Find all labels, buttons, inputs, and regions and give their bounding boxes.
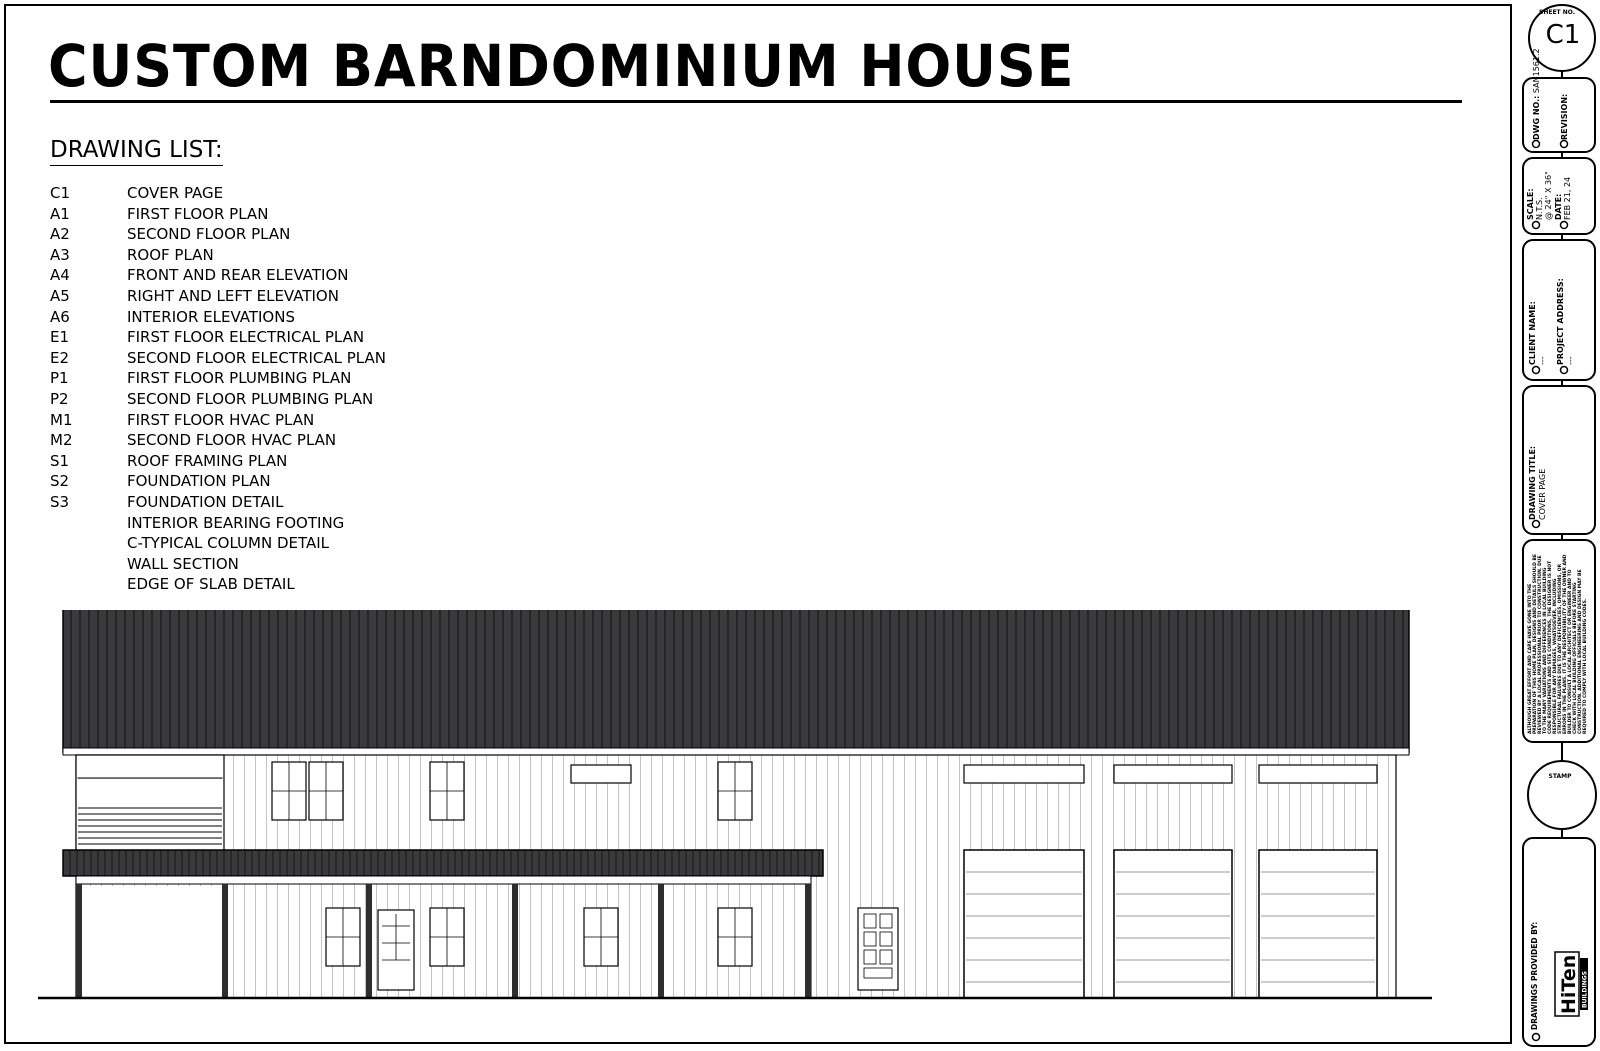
drawing-title-value: COVER PAGE (1538, 468, 1547, 520)
revision-label: REVISION: (1560, 93, 1569, 140)
drawing-list-item (50, 348, 386, 369)
client-name-label: CLIENT NAME: (1528, 301, 1537, 365)
dwg-no-value: SAN1561.2 (1532, 48, 1541, 94)
drawing-list-item (50, 492, 386, 513)
drawing-list-item (50, 410, 386, 431)
drawing-description: FIRST FLOOR PLAN (127, 204, 269, 223)
drawing-code: S3 (50, 492, 70, 511)
title-block-frame (1522, 0, 1600, 1051)
svg-text:HiTen: HiTen (1558, 954, 1580, 1014)
drawing-code: S1 (50, 451, 70, 470)
drawing-list-item (50, 204, 386, 225)
scale-value: N.T.S. (1535, 197, 1544, 220)
drawing-description: RIGHT AND LEFT ELEVATION (127, 286, 339, 305)
drawing-description: INTERIOR BEARING FOOTING (127, 513, 345, 532)
front-elevation-drawing (36, 610, 1476, 1030)
drawing-list-item (50, 224, 386, 245)
drawing-code: E2 (50, 348, 70, 367)
drawing-list-item (50, 471, 386, 492)
page-title: CUSTOM BARNDOMINIUM HOUSE (48, 32, 1075, 100)
drawing-list-item (50, 327, 386, 348)
drawing-code (50, 533, 127, 554)
client-name-value: --- (1538, 356, 1547, 365)
disclaimer-note: ALTHOUGH GREAT EFFORT AND CARE HAVE GONE INTO THE PREPARATION OF THIS HOME PLAN, DESIGNS AND DETAILS SHOULD BE REVIEWED BY A LOCAL PROFESSIONAL PRIOR TO CONSTRUCTION. DUE TO THE MANY VARIATIONS AND DIFFERENCES IN LOCAL BUILDING CODE REQUIREMENTS AND SITE CONDITIONS, THE DESIGNER IS NOT RESPONSIBLE FOR ANY DAMAGES, WHATSOEVER, INCLUDING STRUCTURAL FAILURES DUE TO ANY DEFICIENCIES, OMISSIONS, OR ERRORS IN THE PLANS. IT IS THE RESPONSIBILITY OF THE OWNER AND BUILDER TO CONSULT A LOCAL ARCHITECT OR ENGINEER AND TO CHECK WITH LOCAL BUILDING OFFICIALS BEFORE STARTING CONSTRUCTION. ADDITIONAL ENGINEERING AND DESIGN MAY BE REQUIRED TO COMPLY WITH LOCAL BUILDING CODES. (1528, 554, 1588, 734)
sheet-no-value: C1 (1545, 20, 1581, 50)
drawing-code: A6 (50, 307, 70, 326)
drawing-list-item (50, 265, 386, 286)
drawing-description: SECOND FLOOR ELECTRICAL PLAN (127, 348, 386, 367)
drawings-provided-by-label: DRAWINGS PROVIDED BY: (1530, 921, 1539, 1030)
drawing-code: A2 (50, 225, 70, 244)
drawing-list-item (50, 183, 386, 204)
drawing-code: A3 (50, 245, 70, 264)
drawing-list-item (50, 554, 386, 575)
drawing-description: INTERIOR ELEVATIONS (127, 307, 295, 326)
drawing-description: SECOND FLOOR PLUMBING PLAN (127, 389, 374, 408)
title-underline (50, 100, 1462, 103)
drawing-code: S2 (50, 472, 70, 491)
drawing-code: A5 (50, 286, 70, 305)
drawing-code (50, 574, 127, 595)
drawing-list-item (50, 389, 386, 410)
drawing-description: SECOND FLOOR HVAC PLAN (127, 431, 337, 450)
drawing-description: C-TYPICAL COLUMN DETAIL (127, 534, 330, 553)
drawing-code: A1 (50, 204, 70, 223)
hiten-buildings-logo (1553, 948, 1591, 1020)
drawing-description: FIRST FLOOR HVAC PLAN (127, 410, 315, 429)
drawing-list-item (50, 245, 386, 266)
drawing-description: FRONT AND REAR ELEVATION (127, 266, 349, 285)
drawing-description: SECOND FLOOR PLAN (127, 225, 291, 244)
drawing-code: M1 (50, 410, 73, 429)
drawing-list (50, 183, 386, 595)
drawing-list-item (50, 574, 386, 595)
drawing-code: M2 (50, 431, 73, 450)
drawing-list-item (50, 307, 386, 328)
drawing-list-item (50, 430, 386, 451)
svg-text:BUILDINGS: BUILDINGS (1581, 971, 1589, 1008)
drawing-title-label: DRAWING TITLE: (1528, 445, 1537, 520)
drawing-list-item (50, 286, 386, 307)
drawing-description: FOUNDATION DETAIL (127, 492, 284, 511)
date-label: DATE: (1554, 193, 1563, 220)
drawing-description: FIRST FLOOR PLUMBING PLAN (127, 369, 352, 388)
drawing-description: FOUNDATION PLAN (127, 472, 271, 491)
drawing-code: A4 (50, 266, 70, 285)
main-roof (63, 610, 1409, 752)
scale-size: @ 24" X 36" (1544, 171, 1553, 220)
drawing-description: ROOF PLAN (127, 245, 214, 264)
drawing-list-item (50, 368, 386, 389)
drawing-list-heading: DRAWING LIST: (50, 136, 223, 166)
drawing-code: P2 (50, 389, 69, 408)
drawing-description: WALL SECTION (127, 554, 239, 573)
drawing-description: COVER PAGE (127, 184, 224, 202)
stamp-label: STAMP (1548, 773, 1572, 780)
drawing-description: FIRST FLOOR ELECTRICAL PLAN (127, 328, 365, 347)
drawing-code: C1 (50, 184, 71, 202)
drawing-description: EDGE OF SLAB DETAIL (127, 575, 295, 594)
drawing-description: ROOF FRAMING PLAN (127, 451, 288, 470)
dwg-no-label: DWG NO.: (1532, 95, 1541, 140)
drawing-list-item (50, 533, 386, 554)
drawing-code (50, 513, 127, 534)
drawing-code: E1 (50, 328, 70, 347)
drawing-list-item (50, 513, 386, 534)
project-address-value: --- (1566, 356, 1575, 365)
drawing-list-item (50, 451, 386, 472)
project-address-label: PROJECT ADDRESS: (1556, 278, 1565, 365)
date-value: FEB 21, 24 (1563, 176, 1572, 220)
scale-label: SCALE: (1526, 188, 1535, 220)
sheet-no-label: SHEET NO. (1539, 9, 1575, 16)
drawing-code: P1 (50, 369, 69, 388)
drawing-code (50, 554, 127, 575)
porch-roof (63, 850, 823, 876)
